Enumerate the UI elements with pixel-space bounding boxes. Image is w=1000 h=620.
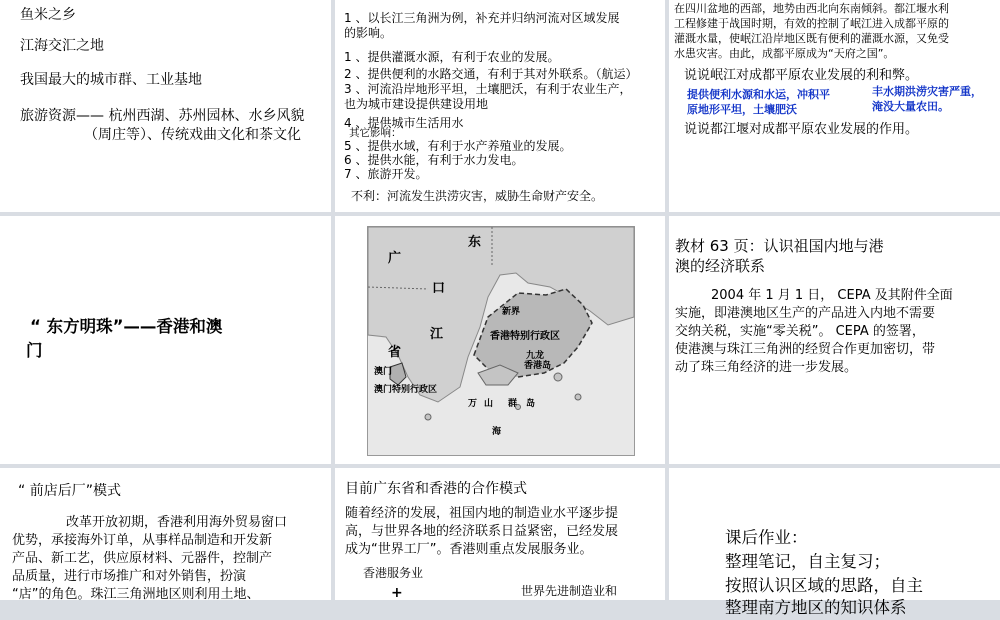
map-label: 海 [492, 427, 502, 437]
answer-line: 不利：河流发生洪涝灾害，威胁生命财产安全。 [351, 189, 604, 203]
homework-line: 按照认识区域的思路，自主 [725, 576, 923, 595]
question-text: 的影响。 [344, 26, 393, 40]
map-label: 广 [388, 251, 402, 266]
text-line: 工程修建于战国时期，有效的控制了岷江进入成都平原的 [674, 17, 949, 30]
text-line: 实施，即港澳地区生产的产品进入内地不需要 [675, 306, 936, 321]
answer-line: 6 、提供水能，有利于水力发电。 [344, 153, 524, 167]
text-line: 江海交汇之地 [20, 38, 104, 54]
answer-pros: 原地形平坦，土壤肥沃 [687, 103, 797, 116]
cell-guangdong-hk-cooperation [335, 468, 665, 600]
text-line: 使港澳与珠江三角洲的经贸合作更加密切，带 [675, 342, 936, 357]
section-title: “ 东方明珠”——香港和澳 [30, 317, 223, 336]
text-line: 优势，承接海外订单，从事样品制造和开发新 [12, 533, 273, 548]
homework-line: 课后作业： [725, 528, 808, 547]
answer-pros: 提供便利水源和水运，冲积平 [687, 88, 830, 101]
question-text: 说说岷江对成都平原农业发展的利和弊。 [684, 68, 919, 83]
text-line: 动了珠三角经济的进一步发展。 [675, 360, 858, 375]
cell-homework [669, 468, 1000, 617]
cell-hk-macao-map [335, 216, 665, 464]
text-line: 我国最大的城市群、工业基地 [20, 72, 202, 88]
cell-pearl-title [0, 216, 331, 464]
text-line: （周庄等）、传统戏曲文化和茶文化 [84, 127, 301, 143]
text-line: 水患灾害。由此，成都平原成为“天府之国”。 [674, 47, 895, 60]
answer-line: 1 、提供灌溉水源，有利于农业的发展。 [344, 50, 560, 64]
text-line: 鱼米之乡 [20, 7, 76, 23]
cell-dujiangyan [669, 0, 1000, 212]
question-text: 1 、以长江三角洲为例，补充并归纳河流对区域发展 [344, 11, 620, 25]
text-line: 成为“世界工厂”。香港则重点发展服务业。 [345, 542, 593, 557]
text-line: 品质量，进行市场推广和对外销售，扮演 [12, 569, 247, 584]
text-line: 交纳关税，实施“零关税”。 CEPA 的签署， [675, 324, 925, 339]
map-label: 澳门特别行政区 [374, 385, 438, 395]
question-text: 说说都江堰对成都平原农业发展的作用。 [684, 122, 919, 137]
section-title: “ 前店后厂”模式 [18, 483, 121, 499]
homework-line: 整理笔记，自主复习； [725, 552, 890, 571]
answer-line: 7 、旅游开发。 [344, 167, 428, 181]
text-line: 高，与世界各地的经济联系日益紧密，已经发展 [345, 524, 619, 539]
diagram-plus: + [391, 585, 403, 601]
map-label: 省 [388, 345, 402, 360]
hk-macao-map [367, 226, 635, 456]
homework-line: 整理南方地区的知识体系 [725, 598, 907, 617]
answer-cons: 丰水期洪涝灾害严重， [872, 85, 982, 98]
diagram-label: 世界先进制造业和 [521, 584, 618, 598]
cell-cepa [669, 216, 1000, 464]
map-label: 东 [468, 235, 482, 250]
map-label: 香港特别行政区 [490, 331, 560, 342]
map-label: 江 [430, 327, 444, 342]
answer-line: 4 、提供城市生活用水 [344, 116, 464, 130]
section-title: 门 [26, 341, 43, 360]
heading: 教材 63 页：认识祖国内地与港 [675, 237, 884, 255]
text-line: 在四川盆地的西部，地势由西北向东南倾斜。都江堰水利 [674, 2, 949, 15]
text-line: 随着经济的发展，祖国内地的制造业水平逐步提 [345, 506, 619, 521]
map-label: 九龙 [526, 351, 545, 361]
map-label: 群 [508, 399, 518, 409]
answer-line: 2 、提供便利的水路交通，有利于其对外联系。（航运） [344, 67, 638, 81]
text-line: 改革开放初期，香港利用海外贸易窗口 [66, 515, 288, 530]
map-label: 岛 [526, 399, 536, 409]
text-line: 灌溉水量，使岷江沿岸地区既有便利的灌溉水源，又免受 [674, 32, 949, 45]
answer-line: 也为城市建设提供建设用地 [344, 97, 489, 111]
cell-river-impact [335, 0, 665, 212]
text-line: “店”的角色。珠江三角洲地区则利用土地、 [12, 587, 260, 602]
section-title: 目前广东省和香港的合作模式 [345, 481, 527, 497]
map-label: 万 [468, 399, 478, 409]
other-label: 其它影响： [349, 127, 402, 139]
text-line: 2004 年 1 月 1 日， CEPA 及其附件全面 [711, 288, 953, 303]
text-line: 产品、新工艺，供应原材料、元器件，控制产 [12, 551, 273, 566]
map-label: 澳门 [374, 367, 393, 377]
map-label: 香港岛 [524, 361, 552, 371]
heading: 澳的经济联系 [675, 257, 766, 275]
answer-line: 5 、提供水域，有利于水产养殖业的发展。 [344, 139, 572, 153]
map-label: 山 [484, 399, 494, 409]
map-label: 口 [432, 281, 446, 296]
map-label: 新界 [502, 307, 521, 317]
diagram-label: 香港服务业 [363, 566, 424, 580]
text-line: 旅游资源—— 杭州西湖、苏州园林、水乡风貌 [20, 108, 305, 124]
answer-line: 3 、河流沿岸地形平坦，土壤肥沃，有利于农业生产， [344, 82, 632, 96]
cell-front-shop-back-factory [0, 468, 331, 600]
cell-yangtze-delta-features [0, 0, 331, 212]
answer-cons: 淹没大量农田。 [872, 100, 949, 113]
